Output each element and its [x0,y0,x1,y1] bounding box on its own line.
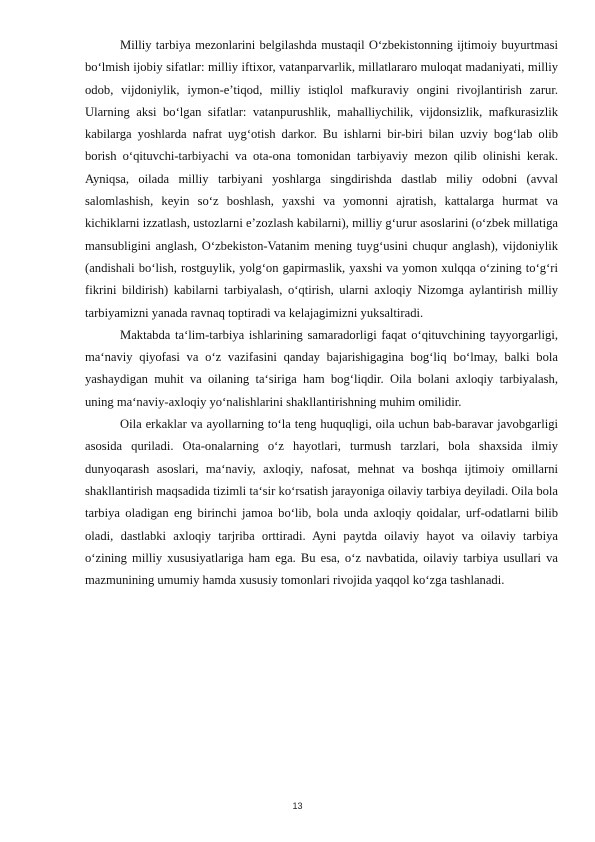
page-number: 13 [292,801,303,811]
paragraph: Oila erkaklar va ayollarning to‘la teng huquqligi, oila uchun bab-baravar javobgarligi asosida quriladi. Ota-onalarning o‘z hayotlari, turmush tarzlari, bola shaxsida ilmiy dunyoqarash asoslari, ma‘naviy, axloqiy, nafosat, mehnat va boshqa ijtimoiy omillarni shakllantirish maqsadida tizimli ta‘sir ko‘rsatish jarayoniga oilaviy tarbiya deyiladi. Oila bola tarbiya oladigan eng birinchi jamoa bo‘lib, bola unda axloqiy qoidalar, urf-odatlarni bilib oladi, dastlabki axloqiy tarjriba orttiradi. Ayni paytda oilaviy hayot va oilaviy tarbiya o‘zining milliy xususiyatlariga ham ega. Bu esa, o‘z navbatida, oilaviy tarbiya usullari va mazmunining umumiy hamda xususiy tomonlari rivojida yaqqol ko‘zga tashlanadi. [85,417,558,588]
body-text [85,34,558,591]
paragraph: Maktabda ta‘lim-tarbiya ishlarining samaradorligi faqat o‘qituvchining tayyorgarligi, ma‘naviy qiyofasi va o‘z vazifasini qanday bajarishigagina bog‘liq bo‘lmay, balki bola yashaydigan muhit va oilaning ta‘siriga ham bog‘liqdir. Oila bolani axloqiy tarbiyalash, uning ma‘naviy-axloqiy yo‘nalishlarini shakllantirishning muhim omilidir. [85,327,558,409]
paragraph: Milliy tarbiya mezonlarini belgilashda mustaqil O‘zbekistonning ijtimoiy buyurtmasi bo‘lmish ijobiy sifatlar: milliy iftixor, vatanparvarlik, millatlararo muloqat madaniyati, milliy odob, vijdoniylik, iymon-e’tiqod, milliy istiqlol mafkuraviy ongini rivojlantirish zarur. Ularning aksi bo‘lgan sifatlar: vatanpurushlik, mahalliychilik, vijdonsizlik, mafkurasizlik kabilarga yoshlarda nafrat uyg‘otish darkor. Bu ishlarni bir-biri bilan uzviy bog‘lab olib borish o‘qituvchi-tarbiyachi va ota-ona tomonidan tarbiyaviy mezon qilib olinishi kerak. Ayniqsa, oilada milliy tarbiyani yoshlarga singdirishda dastlab miliy odobni (avval salomlashish, keyin so‘z boshlash, yaxshi va yomonni ajratish, kattalarga hurmat va kichiklarni izzatlash, ustozlarni e’zozlash kabilarni), milliy g‘urur asoslarini (o‘zbek millatiga mansubligini anglash, O‘zbekiston-Vatanim mening tuyg‘usini chuqur anglash), vijdoniylik (andishali bo‘lish, rostguylik, yolg‘on gapirmaslik, yaxshi va yomon xulqqa o‘zining to‘g‘ri fikrini bildirish) kabilarni tarbiyalash, o‘qtirish, ularni axloqiy Nizomga aylantirish milliy tarbiyamizni yanada ravnaq toptiradi va kelajagimizni yuksaltiradi. [85,38,558,320]
